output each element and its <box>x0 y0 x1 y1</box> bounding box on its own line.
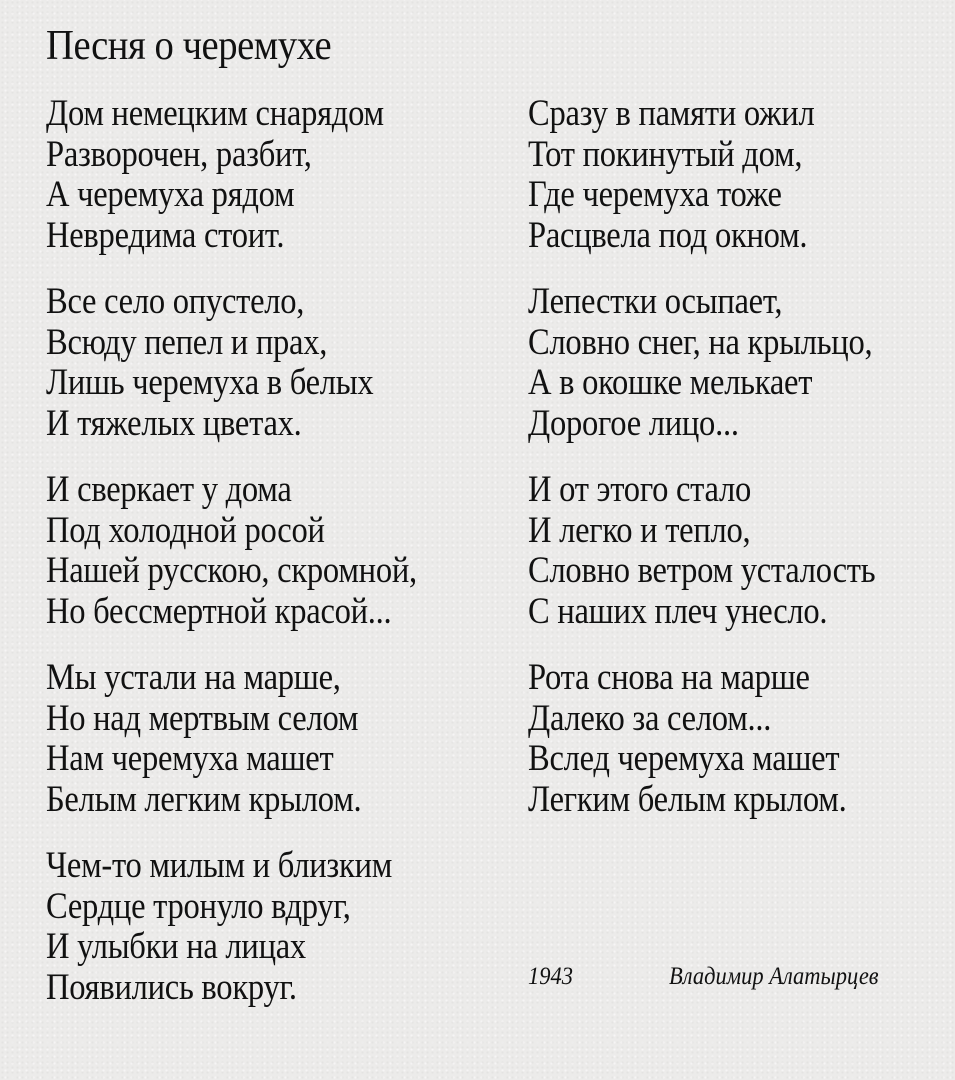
stanza <box>528 470 955 658</box>
poem-line: Где черемуха тоже <box>528 174 782 215</box>
stanza <box>46 282 506 470</box>
right-column <box>528 94 955 846</box>
poem-line: Легким белым крылом. <box>528 778 847 820</box>
poem-line: Нам черемуха машет <box>46 738 334 779</box>
poem-line: Вслед черемуха машет <box>528 738 840 779</box>
poem-line: Дом немецким снарядом <box>46 93 384 134</box>
poem-year: 1943 <box>528 963 573 990</box>
poem-line: И тяжелых цветах. <box>46 402 302 444</box>
poem-line: Под холодной росой <box>46 509 325 551</box>
poem-line: Словно ветром усталость <box>528 550 876 591</box>
stanza <box>46 470 506 658</box>
poem-line: А в окошке мелькает <box>528 362 813 403</box>
poem-line: Появились вокруг. <box>46 966 297 1008</box>
stanza <box>46 94 506 282</box>
poem-line: Тот покинутый дом, <box>528 133 803 175</box>
poem-line: Разворочен, разбит, <box>46 133 312 175</box>
poem-author: Владимир Алатырцев <box>669 963 879 990</box>
stanza <box>528 94 955 282</box>
poem-line: Лепестки осыпает, <box>528 281 783 322</box>
left-column <box>46 94 506 1034</box>
poem-line: И легко и тепло, <box>528 509 751 551</box>
poem-line: Расцвела под окном. <box>528 214 808 256</box>
poem-title: Песня о черемухе <box>46 23 332 69</box>
poem-line: И улыбки на лицах <box>46 926 306 967</box>
poem-line: Нашей русскою, скромной, <box>46 550 417 591</box>
stanza <box>528 658 955 846</box>
stanza <box>46 846 506 1034</box>
poem-line: С наших плеч унесло. <box>528 590 828 632</box>
poem-line: Сразу в памяти ожил <box>528 93 815 134</box>
poem-line: Словно снег, на крыльцо, <box>528 321 873 363</box>
poem-line: Далеко за селом... <box>528 697 772 739</box>
poem-line: Чем-то милым и близким <box>46 845 393 886</box>
poem-line: Сердце тронуло вдруг, <box>46 885 351 927</box>
poem-line: Все село опустело, <box>46 281 305 322</box>
poem-line: И сверкает у дома <box>46 469 292 510</box>
stanza <box>528 282 955 470</box>
poem-line: Рота снова на марше <box>528 657 810 698</box>
poem-line: Всюду пепел и прах, <box>46 321 328 363</box>
poem-line: И от этого стало <box>528 469 752 510</box>
poem-line: Дорогое лицо... <box>528 402 739 444</box>
stanza <box>46 658 506 846</box>
poem-line: Лишь черемуха в белых <box>46 362 374 403</box>
poem-line: Но над мертвым селом <box>46 697 359 739</box>
poem-line: Мы устали на марше, <box>46 657 341 698</box>
poem-line: Невредима стоит. <box>46 214 285 256</box>
poem-line: Но бессмертной красой... <box>46 590 392 632</box>
poem-line: Белым легким крылом. <box>46 778 362 820</box>
poem-line: А черемуха рядом <box>46 174 295 215</box>
